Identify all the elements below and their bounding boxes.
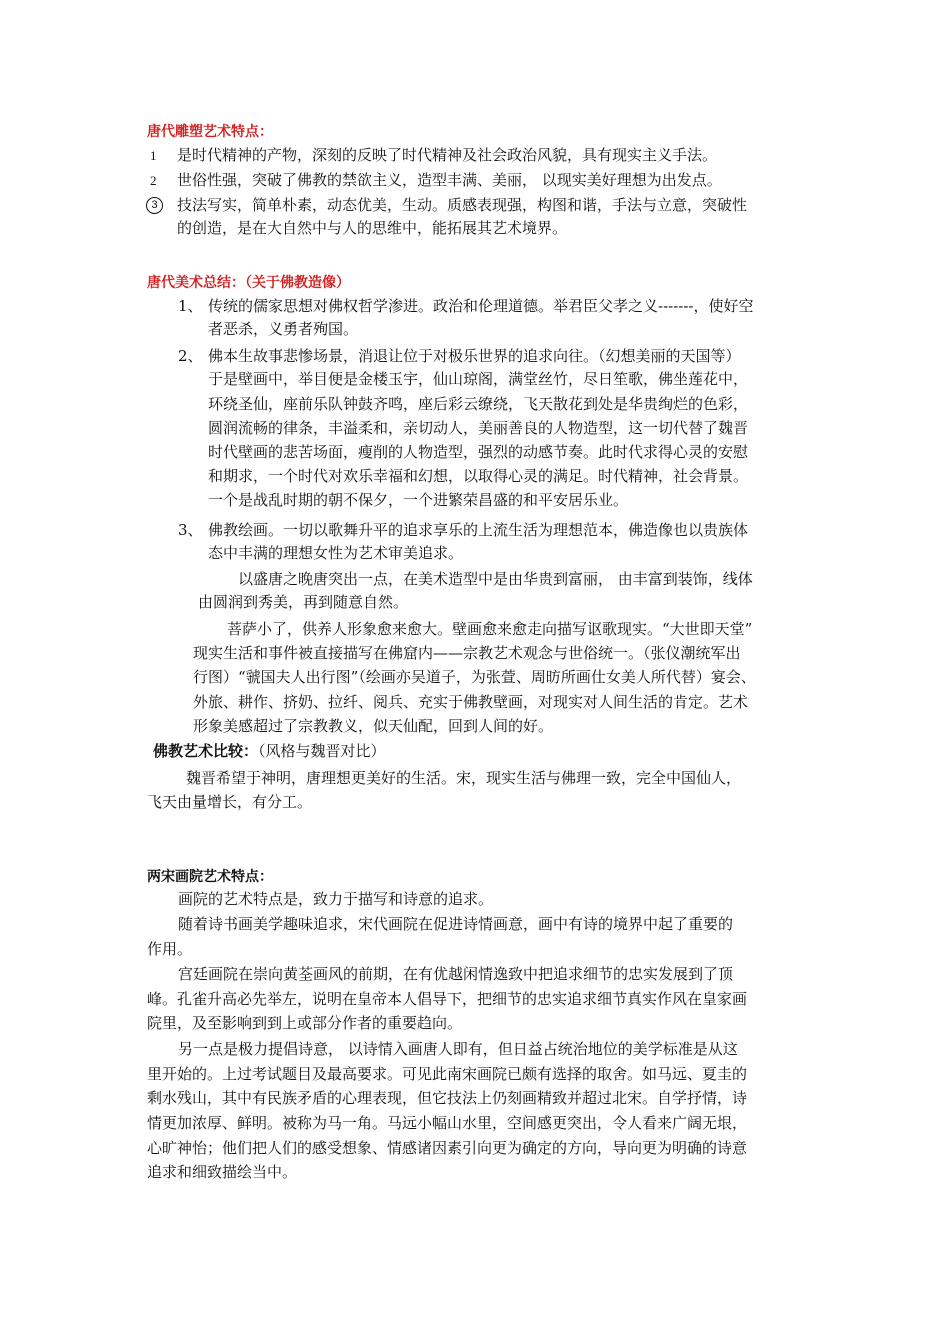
item-number: 3、	[178, 521, 203, 539]
item-text: 传统的儒家思想对佛权哲学渗进。政治和伦理道德。举君臣父孝之义-------，使好空	[208, 297, 754, 315]
paragraph-line: 外旅、耕作、挤奶、拉纤、阅兵、充实于佛教壁画，对现实对人间生活的肯定。艺术	[193, 693, 749, 711]
paragraph-line: 形象美感超过了宗教教义，似天仙配，回到人间的好。	[193, 717, 554, 735]
item-text: 于是壁画中，举目便是金楼玉宇，仙山琼阁，满堂丝竹，尽日笙歌，佛坐莲花中，	[208, 370, 749, 388]
item-number: 2	[150, 173, 157, 188]
item-number: 2、	[178, 347, 203, 365]
item-text: 的创造，是在大自然中与人的思维中，能拓展其艺术境界。	[177, 219, 568, 237]
section4-title: 两宋画院艺术特点：	[147, 869, 273, 885]
item-text: 是时代精神的产物，深刻的反映了时代精神及社会政治风貌，具有现实主义手法。	[177, 146, 718, 164]
item-text: 环绕圣仙，座前乐队钟鼓齐鸣，座后彩云缭绕，飞天散花到处是华贵绚烂的色彩，	[208, 395, 749, 413]
item-text: 态中丰满的理想女性为艺术审美追求。	[208, 544, 464, 562]
section2-title: 唐代美术总结：（关于佛教造像）	[147, 275, 350, 291]
item-text: 一个是战乱时期的朝不保夕，一个进繁荣昌盛的和平安居乐业。	[208, 491, 629, 509]
item-text: 者恶杀，义勇者殉国。	[208, 320, 359, 338]
paragraph-line: 剩水残山，其中有民族矛盾的心理表现，但它技法上仍刻画精致并超过北宋。自学抒情，诗	[147, 1089, 748, 1107]
item-number: 1	[150, 148, 157, 163]
item-text: 和期求，一个时代对欢乐幸福和幻想，以取得心灵的满足。时代精神，社会背景。	[208, 467, 749, 485]
paragraph-line: 作用。	[147, 940, 193, 958]
section3-heading	[153, 741, 386, 761]
paragraph-line: 魏晋希望于神明，唐理想更美好的生活。宋，现实生活与佛理一致，完全中国仙人，	[186, 769, 742, 787]
paragraph-line: 心旷神怡；他们把人们的感受想象、情感诸因素引向更为确定的方向，导向更为明确的诗意	[147, 1139, 748, 1157]
paragraph-line: 行图）“虢国夫人出行图”（绘画亦吴道子，为张萱、周昉所画仕女美人所代替）宴会、	[193, 668, 756, 686]
item-text: 世俗性强，突破了佛教的禁欲主义，造型丰满、美丽， 以现实美好理想为出发点。	[177, 171, 722, 189]
paragraph-line: 峰。孔雀升高必先举左，说明在皇帝本人倡导下，把细节的忠实追求细节真实作风在皇家画	[147, 990, 748, 1008]
paragraph-line: 画院的艺术特点是，致力于描写和诗意的追求。	[178, 890, 494, 908]
paragraph-line: 宫廷画院在崇向黄荃画风的前期，在有优越闲情逸致中把追求细节的忠实发展到了顶	[178, 965, 734, 983]
paragraph-line: 由圆润到秀美，再到随意自然。	[198, 593, 409, 611]
item-text: 时代壁画的悲苦场面，瘦削的人物造型，强烈的动感节奏。此时代求得心灵的安慰	[208, 443, 749, 461]
paragraph-line: 另一点是极力提倡诗意， 以诗情入画唐人即有，但日益占统治地位的美学标准是从这	[178, 1040, 738, 1058]
paragraph-line: 里开始的。上过考试题目及最高要求。可见此南宋画院已颇有选择的取舍。如马远、夏圭的	[147, 1065, 748, 1083]
item-text: 佛教绘画。一切以歌舞升平的追求享乐的上流生活为理想范本，佛造像也以贵族体	[208, 521, 749, 539]
item-text: 技法写实，简单朴素，动态优美，生动。质感表现强，构图和谐，手法与立意，突破性	[177, 196, 748, 214]
section3-title: 佛教艺术比较：	[153, 742, 259, 760]
paragraph-line: 菩萨小了，供养人形象愈来愈大。壁画愈来愈走向描写讴歌现实。“大世即天堂”	[227, 620, 753, 638]
paragraph-line: 飞天由量增长，有分工。	[147, 793, 313, 811]
paragraph-line: 情更加浓厚、鲜明。被称为马一角。马远小幅山水里，空间感更突出，令人看来广阔无垠，	[147, 1114, 748, 1132]
paragraph-line: 院里，及至影响到到上或部分作者的重要趋向。	[147, 1014, 463, 1032]
item-text: 圆润流畅的律条，丰溢柔和，亲切动人，美丽善良的人物造型，这一切代替了魏晋	[208, 419, 749, 437]
section1-title: 唐代雕塑艺术特点：	[147, 124, 273, 140]
paragraph-line: 以盛唐之晚唐突出一点，在美术造型中是由华贵到富丽， 由丰富到装饰，线体	[238, 570, 753, 588]
item-text: 佛本生故事悲惨场景，消退让位于对极乐世界的追求向往。（幻想美丽的天国等）	[208, 347, 741, 365]
paragraph-line: 随着诗书画美学趣味追求，宋代画院在促进诗情画意，画中有诗的境界中起了重要的	[178, 915, 734, 933]
paragraph-line: 追求和细致描绘当中。	[147, 1163, 298, 1181]
circled-number: 3	[146, 197, 163, 214]
item-number: 1、	[178, 297, 203, 315]
section3-title-note: （风格与魏晋对比）	[258, 742, 386, 760]
paragraph-line: 现实生活和事件被直接描写在佛窟内——宗教艺术观念与世俗统一。（张仪潮统军出	[193, 644, 741, 662]
